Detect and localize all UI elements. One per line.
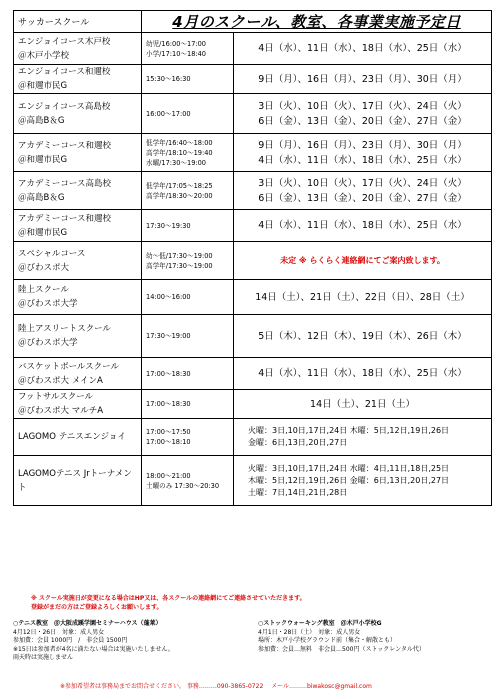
class-time-line: 高学年/18:30～20:00: [146, 191, 213, 200]
class-time: [142, 94, 234, 134]
class-dates-line: 金曜：6日,13日,20日,27日: [248, 438, 348, 447]
class-name-line: 陸上アスリートスクール: [18, 324, 111, 334]
class-dates: [234, 242, 492, 280]
class-name-line: ＠びわスポ大 メインA: [18, 375, 103, 386]
class-dates-line: 3日（火）、10日（火）、17日（火）、24日（火）: [258, 100, 467, 112]
class-name: [14, 210, 142, 242]
class-dates-line: 6日（金）、13日（金）、20日（金）、27日（金）: [258, 115, 467, 127]
class-time-line: 17:00～18:30: [146, 369, 191, 378]
class-time: [142, 280, 234, 315]
contact-line: ※参加希望者は事務局までお問合せください。 事務………090-3865-0722 メール………biwakosc@gmail.com: [60, 683, 372, 690]
class-name: [14, 390, 142, 419]
page-title: 4月のスクール、教室、各事業実施予定日: [142, 11, 492, 33]
tennis-info-line: ○テニス教室 ＠大阪成蹊学園セミナーハウス（蓬莱）: [13, 620, 162, 627]
walking-info-line: 参加費：会員…無料 非会員…500円（ストックレンタル代）: [258, 645, 425, 653]
class-time: [142, 358, 234, 390]
class-time-line: 17:30～19:30: [146, 221, 191, 230]
class-name: [14, 65, 142, 94]
schedule-table: [13, 10, 492, 506]
class-name: [14, 94, 142, 134]
schedule-row: [14, 172, 492, 210]
class-name: [14, 242, 142, 280]
class-time-line: 水曜/17:30～19:00: [146, 158, 207, 167]
note-line-2: 登録がまだの方はご登録よろしくお願いします。: [31, 604, 163, 611]
class-time-line: 幼～低/17:30～19:00: [146, 251, 213, 260]
schedule-row: [14, 242, 492, 280]
class-dates-line: 火曜：3日,10日,17日,24日 水曜：4日,11日,18日,25日: [248, 463, 450, 473]
class-dates-line: 3日（火）、10日（火）、17日（火）、24日（火）: [258, 177, 467, 189]
class-name-line: バスケットボールスクール: [18, 361, 119, 372]
class-name-line: ＠高島B＆G: [18, 115, 65, 126]
schedule-row: [14, 65, 492, 94]
class-name: [14, 456, 142, 506]
class-name-line: ＠和邇市民G: [18, 227, 68, 238]
class-time: [142, 33, 234, 65]
class-time: [142, 315, 234, 358]
class-dates: [234, 419, 492, 456]
class-dates-line: 14日（土）、21日（土）: [310, 398, 415, 410]
class-time: [142, 134, 234, 172]
tennis-info-line: ※15日は参加者が4名に満たない場合は実施いたしません。: [13, 645, 174, 653]
class-time: [142, 242, 234, 280]
class-name-line: エンジョイコース木戸校: [18, 36, 111, 47]
class-dates-line: 9日（月）、16日（月）、23日（月）、30日（月）: [258, 73, 467, 85]
class-dates: [234, 134, 492, 172]
class-time-line: 17:00～18:10: [146, 438, 191, 446]
schedule-row: [14, 280, 492, 315]
class-name-line: ＠びわスポ大: [18, 262, 70, 273]
class-dates: [234, 65, 492, 94]
class-dates-line: 4日（水）、11日（水）、18日（水）、25日（水）: [258, 220, 467, 231]
class-dates: [234, 210, 492, 242]
class-dates: [234, 94, 492, 134]
class-dates-line: 木曜：5日,12日,19日,26日 金曜：6日,13日,20日,27日: [248, 475, 450, 485]
class-dates-line: 未定 ※ らくらく連絡網にてご案内致します。: [280, 256, 445, 265]
class-dates-line: 4日（水）、11日（水）、18日（水）、25日（水）: [258, 43, 467, 54]
class-dates-line: 土曜：7日,14日,21日,28日: [248, 487, 348, 497]
schedule-row: [14, 390, 492, 419]
class-name-line: ＠びわスポ大 マルチA: [18, 406, 104, 416]
class-name-line: スペシャルコース: [18, 248, 86, 259]
class-name: [14, 33, 142, 65]
class-name-line: ＠和邇市民G: [18, 154, 68, 165]
schedule-row: [14, 419, 492, 456]
class-dates: [234, 456, 492, 506]
class-dates-line: 4日（水）、11日（水）、18日（水）、25日（水）: [258, 154, 467, 166]
section-label: サッカースクール: [14, 11, 142, 33]
class-time-line: 低学年/17:05～18:25: [146, 181, 213, 190]
header-row: [14, 11, 492, 33]
walking-info-line: 場所：木戸小学校グラウンド前（集合・解散とも）: [258, 637, 397, 644]
schedule-row: [14, 358, 492, 390]
note-line-1: ※ スクール実施日が変更になる場合はHP又は、各スクールの連絡網にてご連絡させていただきます。: [31, 595, 306, 602]
class-name-line: ＠びわスポ大学: [18, 299, 78, 309]
schedule-row: [14, 134, 492, 172]
class-time-line: 17:00～17:50: [146, 428, 191, 436]
class-name: [14, 172, 142, 210]
class-time: [142, 172, 234, 210]
class-name-line: アカデミーコース和邇校: [18, 140, 111, 151]
class-name-line: エンジョイコース高島校: [18, 101, 111, 112]
schedule-row: [14, 210, 492, 242]
footer: [13, 594, 491, 663]
class-name-line: ＠高島B＆G: [18, 192, 65, 203]
schedule-row: [14, 456, 492, 506]
class-dates-line: 火曜：3日,10日,17日,24日 木曜：5日,12日,19日,26日: [248, 426, 450, 435]
class-time-line: 高学年/17:30～19:00: [146, 261, 213, 270]
class-time-line: 幼児/16:00～17:00: [146, 39, 207, 48]
tennis-info-line: 参加費：会員 1000円 / 非会員 1500円: [13, 637, 128, 644]
class-name: [14, 315, 142, 358]
class-time-line: 15:30～16:30: [146, 75, 191, 83]
class-time-line: 18:00～21:00: [146, 471, 191, 480]
class-dates-line: 9日（月）、16日（月）、23日（月）、30日（月）: [258, 139, 467, 151]
class-dates-line: 5日（木）、12日（木）、19日（木）、26日（木）: [258, 330, 467, 342]
class-name-line: フットサルスクール: [18, 392, 94, 402]
class-dates: [234, 390, 492, 419]
class-name-line: 陸上スクール: [18, 285, 69, 295]
class-time: [142, 419, 234, 456]
class-dates-line: 4日（水）、11日（水）、18日（水）、25日（水）: [258, 368, 467, 379]
class-name: [14, 134, 142, 172]
class-time-line: 小学/17:10～18:40: [146, 49, 207, 58]
schedule-row: [14, 94, 492, 134]
class-time: [142, 65, 234, 94]
class-time-line: 14:00～16:00: [146, 293, 191, 301]
class-dates: [234, 315, 492, 358]
class-dates-line: 6日（金）、13日（金）、20日（金）、27日（金）: [258, 192, 467, 204]
walking-class-info: [246, 620, 491, 663]
class-time-line: 17:30～19:00: [146, 332, 191, 340]
tennis-info-line: 雨天時は実施しません: [13, 654, 74, 661]
class-name-line: エンジョイコース和邇校: [18, 67, 111, 77]
class-time-line: 17:00～18:30: [146, 400, 191, 408]
class-name: [14, 280, 142, 315]
class-time-line: 16:00～17:00: [146, 109, 191, 118]
class-name-line: LAGOMO テニスエンジョイ: [18, 432, 126, 442]
class-name-line: ＠和邇市民G: [18, 81, 68, 91]
class-dates: [234, 172, 492, 210]
tennis-info-line: 4月12日・26日 対象：成人男女: [13, 628, 105, 636]
class-name-line: ＠木戸小学校: [18, 50, 70, 61]
class-time-line: 土曜のみ 17:30～20:30: [146, 481, 220, 490]
class-name: [14, 419, 142, 456]
class-dates: [234, 33, 492, 65]
schedule-row: [14, 315, 492, 358]
class-time: [142, 456, 234, 506]
class-name-line: ＠びわスポ大学: [18, 338, 78, 348]
schedule-row: [14, 33, 492, 65]
class-dates-line: 14日（土）、21日（土）、22日（日）、28日（土）: [255, 291, 470, 303]
class-name-line: アカデミーコース高島校: [18, 178, 111, 189]
class-name-line: アカデミーコース和邇校: [18, 213, 111, 224]
class-time-line: 高学年/18:10～19:40: [146, 148, 213, 157]
class-name: [14, 358, 142, 390]
class-time-line: 低学年/16:40～18:00: [146, 138, 213, 147]
class-time: [142, 390, 234, 419]
class-dates: [234, 280, 492, 315]
class-name-line: LAGOMOテニス Jrトーナメント: [18, 468, 132, 493]
walking-info-line: ○ストックウォーキング教室 ＠木戸小学校G: [258, 620, 382, 627]
tennis-class-info: [13, 620, 246, 663]
class-dates: [234, 358, 492, 390]
class-time: [142, 210, 234, 242]
walking-info-line: 4月1日・28日（土） 対象：成人男女: [258, 628, 361, 636]
